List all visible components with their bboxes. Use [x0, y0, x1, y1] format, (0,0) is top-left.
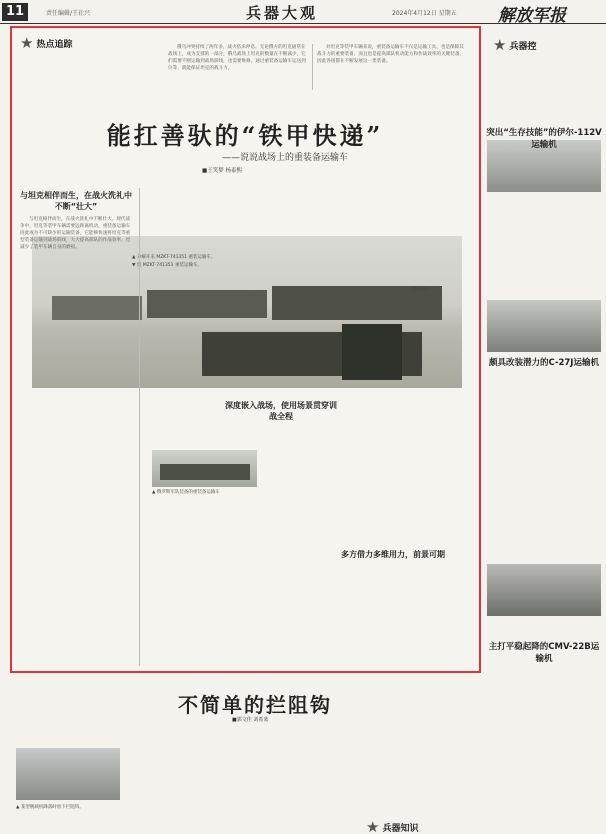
weapon-fan-tag: ★ 兵器控: [493, 36, 537, 54]
subtitle-3: 多方借力多维用力，前景可期: [341, 550, 445, 559]
story-title-il-112v: 突出“生存技能”的伊尔-112V运输机: [486, 128, 602, 150]
body-column-1: 与坦克相伴而生，在战火洗礼中不断壮大。现代战争中，坦克等装甲车辆需要远距离机动，重装备运输车因此成为不可缺少的运输装备，它能够快速将坦克等重型装备运输到战场前线，大大提高部队的作战效率，也减少了装甲车辆自身的磨损。: [20, 217, 131, 250]
main-headline: 能扛善驮的“铁甲快递”: [106, 121, 384, 150]
masthead-logo: 解放军报: [498, 6, 566, 26]
page-header: [0, 0, 606, 24]
main-article-frame: [10, 26, 481, 673]
bottom-story-byline: ■郭文佳 刘希蓝: [232, 717, 269, 723]
page-number: 11: [2, 3, 28, 21]
bottom-story-title: 不简单的拦阻钩: [178, 693, 332, 717]
weapon-knowledge-tag: ★ 兵器知识: [366, 818, 419, 834]
section-title: 兵器大观: [246, 4, 319, 22]
photo-caption: ▲ 分解开来 MZKT-741351 重装运输车。: [132, 255, 216, 260]
main-byline: ■王笑梦 杨泰熙: [202, 168, 242, 174]
column-rule: [312, 44, 313, 90]
star-icon: ★: [366, 818, 380, 834]
subtitle-2: 深度嵌入战场，使用场景贯穿训战全程: [225, 401, 337, 421]
story-title-cmv-22b: 主打平稳起降的CMV-22B运输机: [488, 642, 600, 664]
c-27j-photo: [487, 300, 601, 352]
editor-line: 责任编辑/王社兴: [46, 10, 91, 17]
small-photo-caption: ▲ 俄罗斯军队装备的重装备运输车: [152, 490, 220, 495]
photo-caption-2: ▼ 奥 MZKT-741351 重装运输车。: [132, 263, 202, 268]
bottom-photo-caption: ▲ 某型舰载机降落时放下拦阻钩。: [16, 805, 84, 810]
star-icon: ★: [20, 34, 34, 52]
intro-paragraph-left: 俄乌冲突持续了两年多，战火依未停息。无论俄方的坦克通常在战场上，成为支撑的一部分，俄乌战场上坦克的数量在不断减少，它们需要不断运输到战场前线，也需要维修，通过重装备运输车运送到位等，就能保证坦克的战斗力。: [168, 45, 306, 71]
star-icon: ★: [493, 36, 507, 54]
intro-paragraph-right: 对坦克等装甲车辆来说，重装备运输车不仅是运输工具，也是保障其战斗力的重要装备，而且也是提高部队机动能力和作战效率的关键装备，因此各国都在不断发展这一类装备。: [317, 45, 465, 64]
main-subheadline: ——说说战场上的重装备运输车: [222, 153, 349, 163]
cmv-22b-photo: [487, 564, 601, 616]
arresting-hook-photo: [16, 748, 120, 800]
small-vehicle-photo: [152, 450, 257, 487]
photo-credit: 资料图片: [412, 287, 430, 292]
hot-topic-tag: ★ 热点追踪: [20, 34, 73, 52]
subtitle-1: 与坦克相伴而生，在战火洗礼中不断“壮大”: [20, 191, 132, 211]
dateline: 2024年4月12日 星期五: [392, 10, 457, 17]
column-rule: [139, 188, 140, 666]
story-title-c-27j: 颇具改装潜力的C-27J运输机: [489, 358, 599, 368]
